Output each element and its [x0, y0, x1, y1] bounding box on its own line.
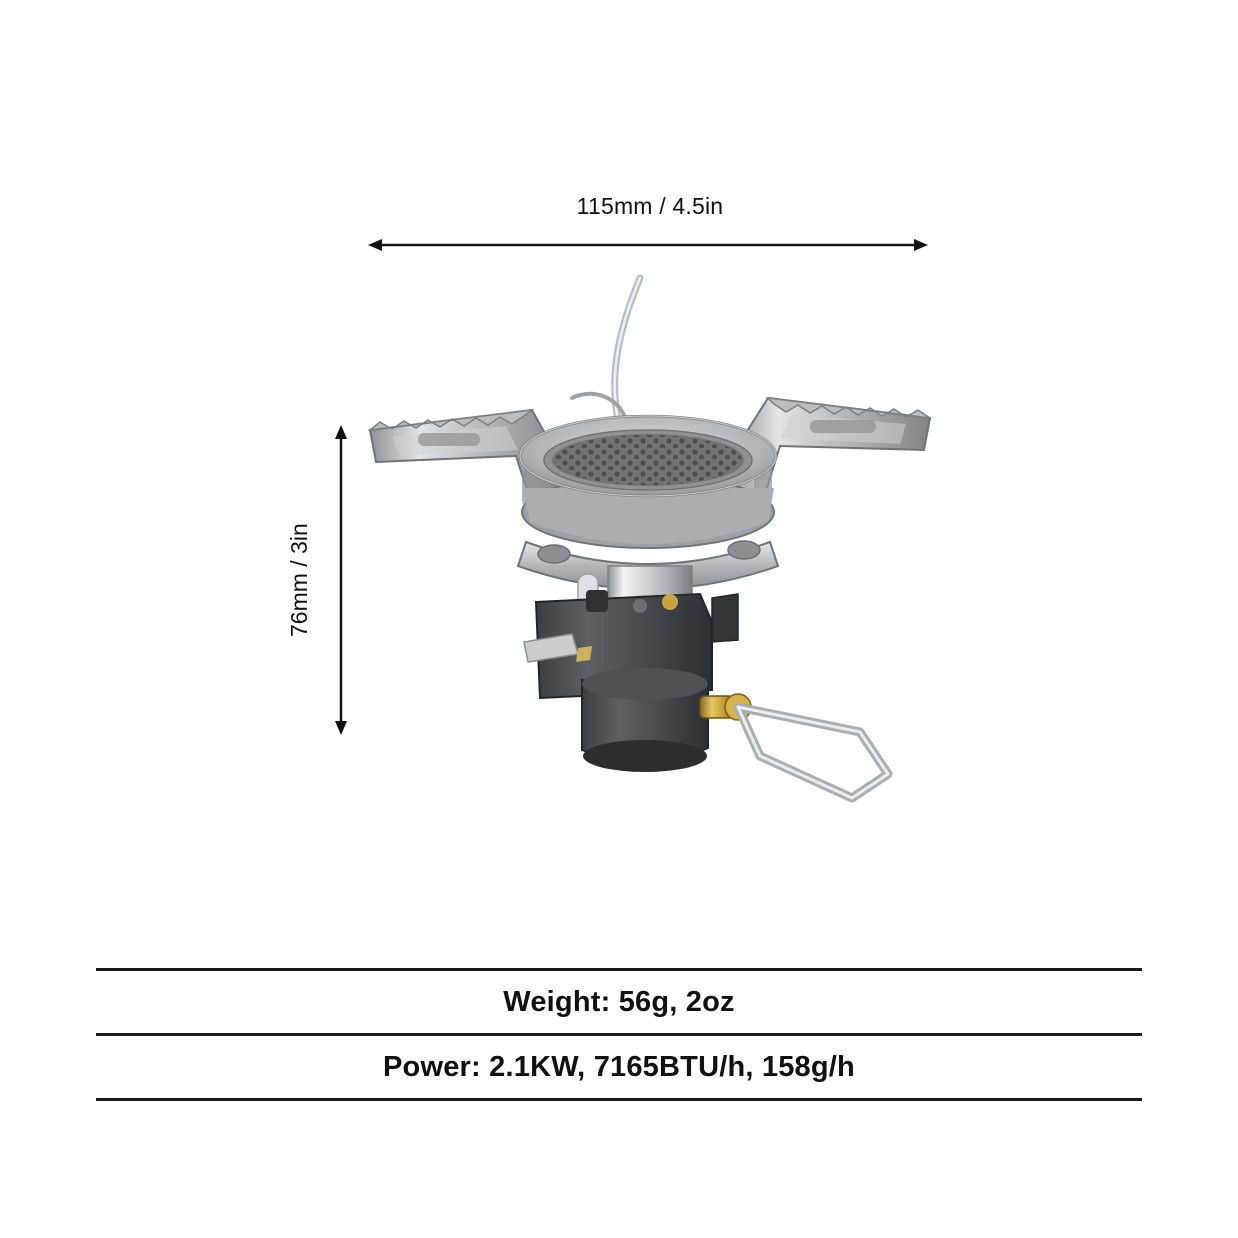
product-image-camping-stove [340, 250, 960, 810]
width-dimension-label: 115mm / 4.5in [576, 193, 724, 219]
spec-row-power [96, 1036, 1142, 1098]
height-dimension-label: 76mm / 3in [286, 523, 312, 637]
spec-divider-bottom [96, 1098, 1142, 1101]
spec-power-text: Power: 2.1KW, 7165BTU/h, 158g/h [383, 1050, 855, 1083]
spec-table [96, 968, 1142, 1101]
spec-weight-text: Weight: 56g, 2oz [503, 985, 735, 1018]
spec-row-weight [96, 971, 1142, 1033]
